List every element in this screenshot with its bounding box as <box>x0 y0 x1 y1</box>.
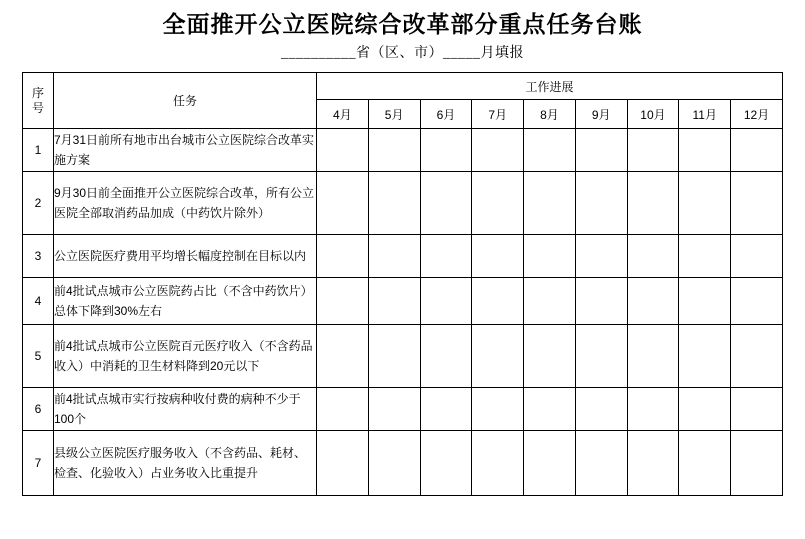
cell-sep[interactable] <box>575 172 627 235</box>
cell-jul[interactable] <box>472 278 524 325</box>
cell-nov[interactable] <box>679 172 731 235</box>
header-month-apr: 4月 <box>317 100 369 129</box>
header-month-nov: 11月 <box>679 100 731 129</box>
cell-dec[interactable] <box>731 278 783 325</box>
row-task: 7月31日前所有地市出台城市公立医院综合改革实施方案 <box>54 129 317 172</box>
cell-sep[interactable] <box>575 235 627 278</box>
table-header-row-1 <box>23 73 783 100</box>
row-seq: 3 <box>23 235 54 278</box>
cell-jun[interactable] <box>420 129 472 172</box>
cell-jun[interactable] <box>420 278 472 325</box>
page-subtitle: __________省（区、市）_____月填报 <box>281 46 524 61</box>
cell-dec[interactable] <box>731 388 783 431</box>
cell-aug[interactable] <box>524 431 576 496</box>
cell-jun[interactable] <box>420 388 472 431</box>
ledger-table <box>22 72 783 496</box>
row-seq: 2 <box>23 172 54 235</box>
row-task: 前4批试点城市实行按病种收付费的病种不少于100个 <box>54 388 317 431</box>
row-task: 公立医院医疗费用平均增长幅度控制在目标以内 <box>54 235 317 278</box>
table-row <box>23 388 783 431</box>
cell-may[interactable] <box>368 431 420 496</box>
header-month-dec: 12月 <box>731 100 783 129</box>
page-title: 全面推开公立医院综合改革部分重点任务台账 <box>162 12 643 37</box>
cell-may[interactable] <box>368 388 420 431</box>
row-task: 前4批试点城市公立医院百元医疗收入（不含药品收入）中消耗的卫生材料降到20元以下 <box>54 325 317 388</box>
cell-oct[interactable] <box>627 431 679 496</box>
cell-jun[interactable] <box>420 431 472 496</box>
row-task: 县级公立医院医疗服务收入（不含药品、耗材、检查、化验收入）占业务收入比重提升 <box>54 431 317 496</box>
cell-jul[interactable] <box>472 431 524 496</box>
row-seq: 5 <box>23 325 54 388</box>
cell-aug[interactable] <box>524 235 576 278</box>
cell-may[interactable] <box>368 172 420 235</box>
cell-nov[interactable] <box>679 129 731 172</box>
cell-sep[interactable] <box>575 388 627 431</box>
cell-oct[interactable] <box>627 278 679 325</box>
header-progress: 工作进展 <box>317 73 783 100</box>
cell-apr[interactable] <box>317 325 369 388</box>
cell-jul[interactable] <box>472 325 524 388</box>
row-task: 9月30日前全面推开公立医院综合改革，所有公立医院全部取消药品加成（中药饮片除外） <box>54 172 317 235</box>
cell-nov[interactable] <box>679 278 731 325</box>
cell-sep[interactable] <box>575 325 627 388</box>
cell-dec[interactable] <box>731 235 783 278</box>
cell-apr[interactable] <box>317 129 369 172</box>
cell-oct[interactable] <box>627 325 679 388</box>
cell-aug[interactable] <box>524 172 576 235</box>
cell-dec[interactable] <box>731 172 783 235</box>
document-page <box>0 11 805 539</box>
table-row <box>23 129 783 172</box>
header-task: 任务 <box>54 73 317 129</box>
cell-dec[interactable] <box>731 325 783 388</box>
cell-apr[interactable] <box>317 388 369 431</box>
cell-oct[interactable] <box>627 388 679 431</box>
cell-sep[interactable] <box>575 431 627 496</box>
cell-may[interactable] <box>368 278 420 325</box>
table-row <box>23 431 783 496</box>
table-row <box>23 325 783 388</box>
cell-sep[interactable] <box>575 278 627 325</box>
cell-jun[interactable] <box>420 235 472 278</box>
row-task: 前4批试点城市公立医院药占比（不含中药饮片）总体下降到30%左右 <box>54 278 317 325</box>
cell-apr[interactable] <box>317 235 369 278</box>
row-seq: 7 <box>23 431 54 496</box>
cell-jul[interactable] <box>472 129 524 172</box>
header-month-aug: 8月 <box>524 100 576 129</box>
cell-aug[interactable] <box>524 129 576 172</box>
header-month-sep: 9月 <box>575 100 627 129</box>
header-month-may: 5月 <box>368 100 420 129</box>
cell-may[interactable] <box>368 325 420 388</box>
cell-may[interactable] <box>368 235 420 278</box>
header-month-jun: 6月 <box>420 100 472 129</box>
table-row <box>23 172 783 235</box>
header-month-oct: 10月 <box>627 100 679 129</box>
row-seq: 6 <box>23 388 54 431</box>
header-month-jul: 7月 <box>472 100 524 129</box>
cell-nov[interactable] <box>679 235 731 278</box>
row-seq: 4 <box>23 278 54 325</box>
cell-apr[interactable] <box>317 278 369 325</box>
cell-jul[interactable] <box>472 172 524 235</box>
cell-jul[interactable] <box>472 235 524 278</box>
cell-nov[interactable] <box>679 431 731 496</box>
cell-apr[interactable] <box>317 172 369 235</box>
row-seq: 1 <box>23 129 54 172</box>
cell-aug[interactable] <box>524 388 576 431</box>
cell-oct[interactable] <box>627 172 679 235</box>
cell-oct[interactable] <box>627 235 679 278</box>
header-seq <box>23 73 54 129</box>
cell-jun[interactable] <box>420 325 472 388</box>
cell-aug[interactable] <box>524 278 576 325</box>
cell-may[interactable] <box>368 129 420 172</box>
cell-sep[interactable] <box>575 129 627 172</box>
cell-dec[interactable] <box>731 129 783 172</box>
table-body <box>23 129 783 496</box>
cell-dec[interactable] <box>731 431 783 496</box>
cell-nov[interactable] <box>679 388 731 431</box>
cell-jun[interactable] <box>420 172 472 235</box>
table-row <box>23 278 783 325</box>
table-row <box>23 235 783 278</box>
cell-oct[interactable] <box>627 129 679 172</box>
cell-jul[interactable] <box>472 388 524 431</box>
cell-nov[interactable] <box>679 325 731 388</box>
table-head <box>23 73 783 129</box>
cell-aug[interactable] <box>524 325 576 388</box>
cell-apr[interactable] <box>317 431 369 496</box>
header-seq-line1: 序 号 <box>31 85 44 115</box>
